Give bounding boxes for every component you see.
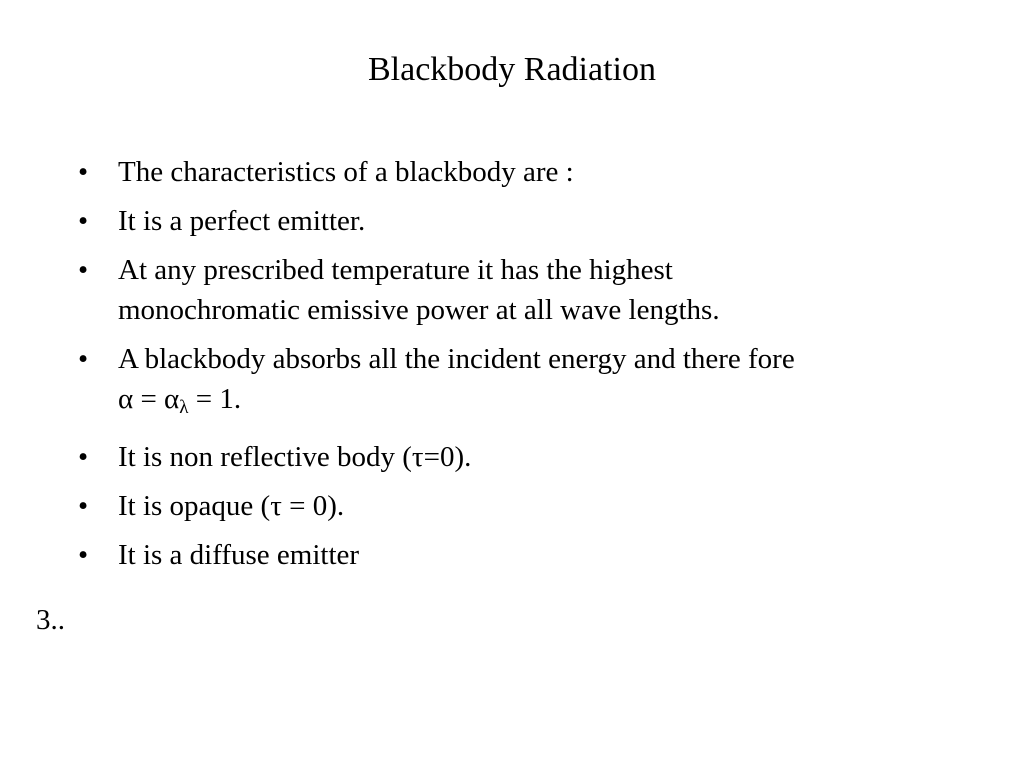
bullet-list (78, 152, 958, 584)
bullet-text-line-1: A blackbody absorbs all the incident energy and there fore (118, 343, 795, 375)
absorptivity-equation (118, 383, 242, 418)
equation-alpha: α = α (118, 383, 180, 415)
equation-rest: = 1. (188, 383, 242, 415)
list-item (78, 250, 958, 330)
bullet-text: The characteristics of a blackbody are : (118, 156, 574, 188)
bullet-text: It is a perfect emitter. (118, 205, 366, 237)
bullet-text-line-1: At any prescribed temperature it has the highest (118, 254, 673, 286)
list-item (78, 152, 958, 192)
list-item (78, 535, 958, 575)
bullet-text: It is opaque (τ = 0). (118, 490, 345, 522)
bullet-icon: • (78, 343, 89, 375)
bullet-icon: • (78, 490, 89, 522)
bullet-text-line-2: monochromatic emissive power at all wave lengths. (118, 294, 720, 326)
list-item (78, 437, 958, 477)
bullet-text: It is non reflective body (τ=0). (118, 441, 472, 473)
list-item (78, 201, 958, 241)
page-number: 3.. (36, 604, 65, 636)
bullet-icon: • (78, 539, 89, 571)
list-item (78, 486, 958, 526)
bullet-icon: • (78, 156, 89, 188)
bullet-text: It is a diffuse emitter (118, 539, 360, 571)
bullet-icon: • (78, 254, 89, 286)
list-item (78, 339, 958, 428)
equation-lambda-subscript: λ (179, 397, 189, 418)
bullet-icon: • (78, 205, 89, 237)
slide-title: Blackbody Radiation (367, 51, 656, 88)
bullet-icon: • (78, 441, 89, 473)
